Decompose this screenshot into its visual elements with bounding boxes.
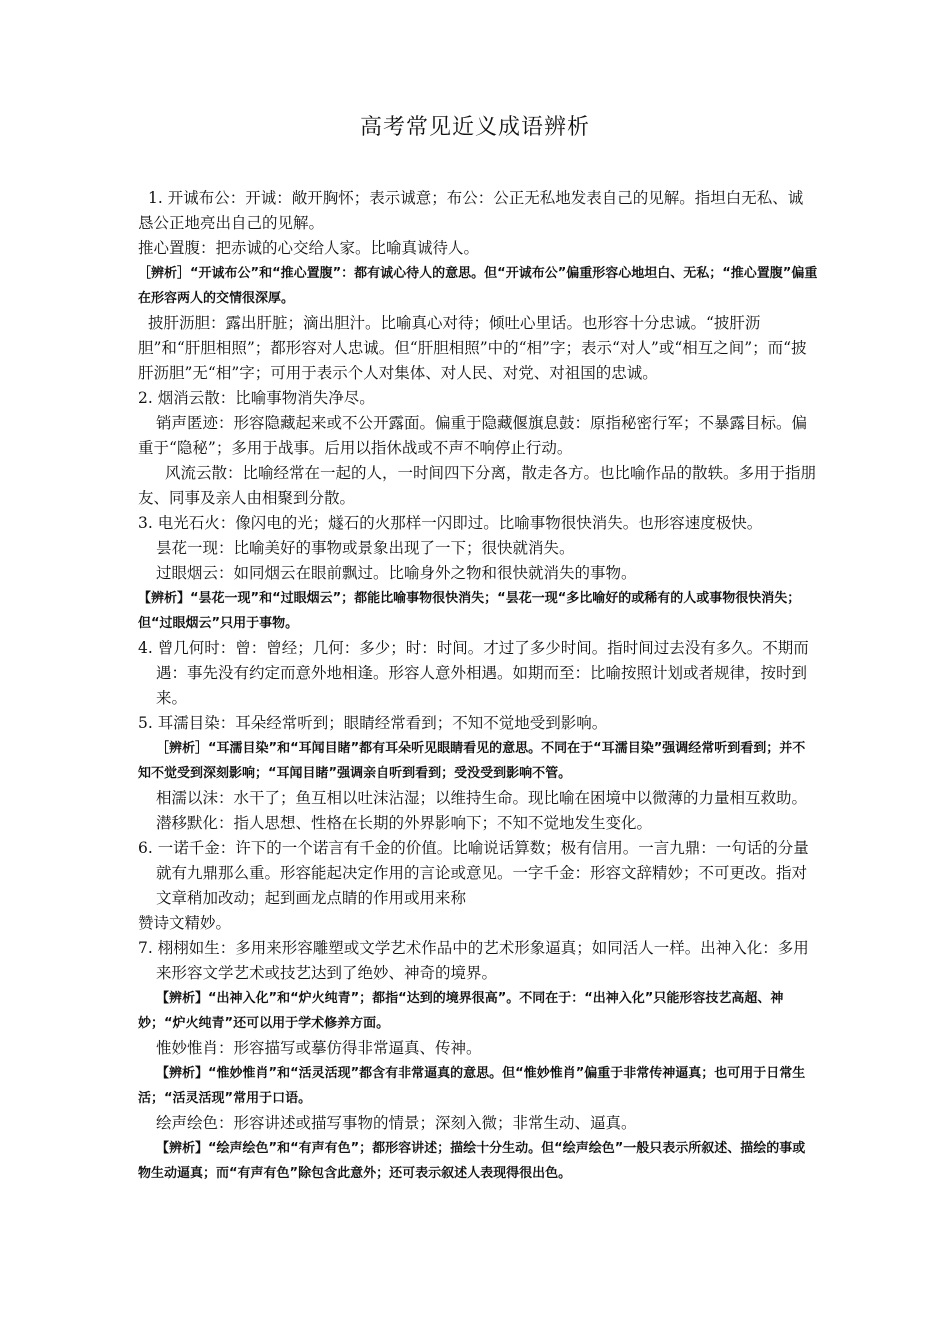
idiom-paragraph: 披肝沥胆：露出肝脏；滴出胆汁。比喻真心对待；倾吐心里话。也形容十分忠诚。“披肝沥胆”和“肝胆相照”；都形容对人忠诚。但“肝胆相照”中的“相”字；表示“对人”或“相互之间”；而“披肝沥胆”无“相”字；可用于表示个人对集体、对人民、对党、对祖国的忠诚。 xyxy=(138,314,807,382)
idiom-paragraph: 过眼烟云：如同烟云在眼前飘过。比喻身外之物和很快就消失的事物。 xyxy=(156,564,637,582)
idiom-paragraph: 4. 曾几何时：曾：曾经；几何：多少；时：时间。才过了多少时间。指时间过去没有多久。不期而遇：事先没有约定而意外地相逢。形容人意外相遇。如期而至：比喻按照计划或者规律，按时到来。 xyxy=(138,639,809,707)
document-body xyxy=(138,186,818,1186)
idiom-paragraph: 惟妙惟肖：形容描写或摹仿得非常逼真、传神。 xyxy=(156,1039,482,1057)
document-title: 高考常见近义成语辨析 xyxy=(359,115,590,140)
analysis-paragraph: 【辨析】“出神入化”和“炉火纯青”；都指“达到的境界很高”。不同在于：“出神入化”只能形容技艺高超、神妙；“炉火纯青”还可以用于学术修养方面。 xyxy=(138,991,784,1031)
idiom-paragraph: 潜移默化：指人思想、性格在长期的外界影响下；不知不觉地发生变化。 xyxy=(156,814,653,832)
analysis-paragraph: ［辨析］“耳濡目染”和“耳闻目睹”都有耳朵听见眼睛看见的意思。不同在于“耳濡目染”强调经常听到看到；并不知不觉受到深刻影响；“耳闻目睹”强调亲自听到看到；受没受到影响不管。 xyxy=(138,741,806,781)
analysis-paragraph: 【辨析】“昙花一现”和“过眼烟云”；都能比喻事物很快消失；“昙花一现“多比喻好的或稀有的人或事物很快消失；但“过眼烟云”只用于事物。 xyxy=(138,591,801,631)
idiom-paragraph: 绘声绘色：形容讲述或描写事物的情景；深刻入微；非常生动、逼真。 xyxy=(156,1114,637,1132)
idiom-paragraph: 销声匿迹：形容隐藏起来或不公开露面。偏重于隐藏偃旗息鼓：原指秘密行军；不暴露目标。偏重于“隐秘”；多用于战事。后用以指休战或不声不响停止行动。 xyxy=(138,414,808,457)
analysis-paragraph: ［辨析］“开诚布公”和“推心置腹”：都有诚心待人的意思。但“开诚布公”偏重形容心地坦白、无私；“推心置腹”偏重在形容两人的交情很深厚。 xyxy=(138,266,818,306)
idiom-paragraph: 风流云散：比喻经常在一起的人，一时间四下分离，散走各方。也比喻作品的散轶。多用于指朋友、同事及亲人由相聚到分散。 xyxy=(138,464,817,507)
analysis-paragraph: 【辨析】“绘声绘色”和“有声有色”；都形容讲述；描绘十分生动。但“绘声绘色”一般只表示所叙述、描绘的事或物生动逼真；而“有声有色”除包含此意外；还可表示叙述人表现得很出色。 xyxy=(138,1141,806,1181)
idiom-paragraph: 赞诗文精妙。 xyxy=(138,914,232,932)
idiom-paragraph: 3. 电光石火：像闪电的光；燧石的火那样一闪即过。比喻事物很快消失。也形容速度极快。 xyxy=(138,514,763,532)
analysis-paragraph: 【辨析】“惟妙惟肖”和“活灵活现”都含有非常逼真的意思。但“惟妙惟肖”偏重于非常传神逼真；也可用于日常生活；“活灵活现”常用于口语。 xyxy=(138,1066,806,1106)
idiom-paragraph: 5. 耳濡目染：耳朵经常听到；眼睛经常看到；不知不觉地受到影响。 xyxy=(138,714,608,732)
idiom-paragraph: 1. 开诚布公：开诚：敞开胸怀；表示诚意；布公：公正无私地发表自己的见解。指坦白无私、诚恳公正地亮出自己的见解。 xyxy=(138,189,804,232)
idiom-paragraph: 昙花一现：比喻美好的事物或景象出现了一下；很快就消失。 xyxy=(156,539,575,557)
idiom-paragraph: 7. 栩栩如生：多用来形容雕塑或文学艺术作品中的艺术形象逼真；如同活人一样。出神入化：多用来形容文学艺术或技艺达到了绝妙、神奇的境界。 xyxy=(138,939,809,982)
idiom-paragraph: 2. 烟消云散：比喻事物消失净尽。 xyxy=(138,389,375,407)
idiom-paragraph: 相濡以沫：水干了；鱼互相以吐沫沾湿；以维持生命。现比喻在困境中以微薄的力量相互救助。 xyxy=(156,789,808,807)
idiom-paragraph: 6. 一诺千金：许下的一个诺言有千金的价值。比喻说话算数；极有信用。一言九鼎：一句话的分量就有九鼎那么重。形容能起决定作用的言论或意见。一字千金：形容文辞精妙；不可更改。指对文章稍加改动；起到画龙点睛的作用或用来称 xyxy=(138,839,809,907)
idiom-paragraph: 推心置腹：把赤诚的心交给人家。比喻真诚待人。 xyxy=(138,239,480,257)
